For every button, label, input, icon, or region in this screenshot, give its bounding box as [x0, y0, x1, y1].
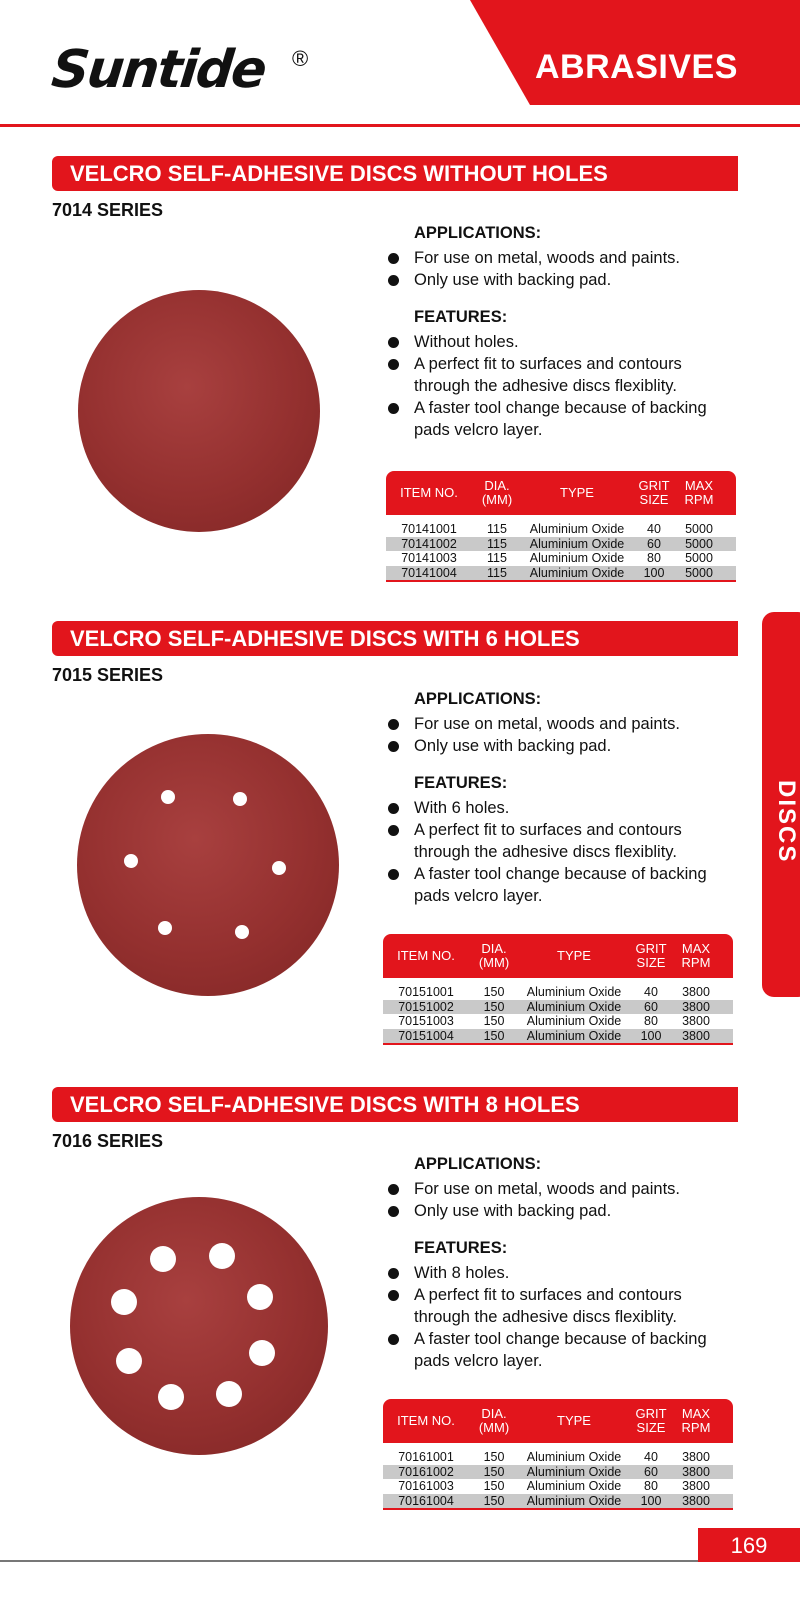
page-number: 169 [730, 1533, 768, 1558]
feature-item-continued: through the adhesive discs flexiblity. [414, 843, 677, 861]
cell-type: Aluminium Oxide [526, 985, 622, 999]
cell-type: Aluminium Oxide [526, 1493, 622, 1508]
cell-item: 70151002 [398, 999, 454, 1014]
cell-grit: 40 [644, 1450, 658, 1464]
cell-dia: 150 [483, 999, 505, 1014]
feature-item: A perfect fit to surfaces and contours [414, 1284, 682, 1306]
cell-type: Aluminium Oxide [529, 551, 625, 565]
section-title: VELCRO SELF-ADHESIVE DISCS WITHOUT HOLES [70, 161, 608, 186]
application-item: For use on metal, woods and paints. [414, 247, 680, 269]
cell-rpm: 3800 [682, 1493, 710, 1508]
section-title: VELCRO SELF-ADHESIVE DISCS WITH 8 HOLES [70, 1092, 580, 1117]
header-item-no: ITEM NO. [397, 948, 455, 963]
cell-item: 70161003 [398, 1479, 454, 1493]
disc-hole [249, 1340, 275, 1366]
features-heading: FEATURES: [414, 1239, 508, 1257]
cell-item: 70161004 [398, 1493, 454, 1508]
feature-item: A faster tool change because of backing [414, 397, 707, 419]
table-row [383, 1000, 733, 1015]
cell-item: 70151004 [398, 1028, 454, 1043]
disc-hole [216, 1381, 242, 1407]
cell-item: 70141001 [401, 522, 457, 536]
header-rpm: MAX RPM [681, 941, 711, 970]
application-item: Only use with backing pad. [414, 1200, 611, 1222]
cell-type: Aluminium Oxide [529, 522, 625, 536]
disc-hole [124, 854, 138, 868]
bullet-icon [388, 803, 399, 814]
cell-dia: 150 [483, 1464, 505, 1479]
disc-hole [209, 1243, 235, 1269]
disc-hole [116, 1348, 142, 1374]
applications-heading: APPLICATIONS: [414, 690, 542, 708]
cell-item: 70161002 [398, 1464, 454, 1479]
header-dia: DIA. (MM) [478, 941, 510, 970]
bullet-icon [388, 869, 399, 880]
cell-grit: 80 [644, 1479, 658, 1493]
bullet-icon [388, 741, 399, 752]
series-label: 7014 SERIES [52, 200, 164, 220]
disc-hole [150, 1246, 176, 1272]
header-grit: GRIT SIZE [638, 478, 670, 507]
cell-dia: 150 [483, 1014, 505, 1028]
cell-type: Aluminium Oxide [529, 536, 625, 551]
cell-grit: 100 [643, 565, 665, 580]
cell-item: 70161001 [398, 1450, 454, 1464]
cell-grit: 80 [647, 551, 661, 565]
feature-item-continued: through the adhesive discs flexiblity. [414, 1308, 677, 1326]
bullet-icon [388, 1206, 399, 1217]
footer-divider [0, 1560, 800, 1562]
table-row [383, 1014, 733, 1029]
cell-rpm: 5000 [685, 551, 713, 565]
cell-type: Aluminium Oxide [529, 565, 625, 580]
cell-type: Aluminium Oxide [526, 1014, 622, 1028]
spec-table [383, 1399, 733, 1510]
header-rpm: MAX RPM [684, 478, 714, 507]
disc-image-6-holes [77, 734, 339, 996]
disc-hole [161, 790, 175, 804]
cell-dia: 115 [487, 536, 507, 551]
bullet-icon [388, 1334, 399, 1345]
cell-type: Aluminium Oxide [526, 1479, 622, 1493]
cell-dia: 150 [483, 1028, 505, 1043]
cell-rpm: 3800 [682, 985, 710, 999]
series-label: 7015 SERIES [52, 665, 164, 685]
feature-item-continued: pads velcro layer. [414, 887, 543, 905]
application-item: For use on metal, woods and paints. [414, 1178, 680, 1200]
cell-dia: 115 [487, 565, 507, 580]
series-label: 7016 SERIES [52, 1131, 164, 1151]
table-footer-line [383, 1508, 733, 1510]
section-banner [52, 1087, 738, 1122]
cell-grit: 60 [647, 536, 661, 551]
spec-table [383, 934, 733, 1045]
header-type: TYPE [557, 1413, 591, 1428]
cell-rpm: 3800 [682, 1450, 710, 1464]
cell-grit: 40 [644, 985, 658, 999]
registered-mark: ® [292, 46, 309, 71]
table-footer-line [383, 1043, 733, 1045]
disc-hole [233, 792, 247, 806]
feature-item: With 8 holes. [414, 1262, 509, 1284]
cell-type: Aluminium Oxide [526, 1450, 622, 1464]
feature-item: Without holes. [414, 331, 519, 353]
cell-dia: 150 [483, 1479, 505, 1493]
table-header [386, 471, 736, 515]
features-heading: FEATURES: [414, 774, 508, 792]
category-label: ABRASIVES [535, 48, 738, 86]
cell-type: Aluminium Oxide [526, 1464, 622, 1479]
header-type: TYPE [560, 485, 594, 500]
cell-rpm: 5000 [685, 565, 713, 580]
table-row [383, 1450, 733, 1465]
bullet-icon [388, 719, 399, 730]
feature-item: A faster tool change because of backing [414, 863, 707, 885]
section-banner [52, 621, 738, 656]
cell-item: 70141004 [401, 565, 457, 580]
header-dia: DIA. (MM) [481, 478, 513, 507]
applications-heading: APPLICATIONS: [414, 1155, 542, 1173]
disc-image-8-holes [70, 1197, 328, 1455]
cell-item: 70141002 [401, 536, 457, 551]
header-type: TYPE [557, 948, 591, 963]
cell-dia: 150 [483, 985, 505, 999]
table-header [383, 934, 733, 978]
cell-grit: 60 [644, 1464, 658, 1479]
bullet-icon [388, 403, 399, 414]
bullet-icon [388, 1268, 399, 1279]
cell-rpm: 3800 [682, 999, 710, 1014]
header-grit: GRIT SIZE [635, 1406, 667, 1435]
bullet-icon [388, 1290, 399, 1301]
spec-table [386, 471, 736, 582]
table-row [383, 985, 733, 1000]
feature-item: A perfect fit to surfaces and contours [414, 353, 682, 375]
table-row [386, 566, 736, 581]
feature-item: A perfect fit to surfaces and contours [414, 819, 682, 841]
table-row [383, 1029, 733, 1044]
disc-hole [158, 921, 172, 935]
cell-rpm: 3800 [682, 1028, 710, 1043]
cell-grit: 40 [647, 522, 661, 536]
feature-item-continued: pads velcro layer. [414, 1352, 543, 1370]
table-row [383, 1494, 733, 1509]
application-item: Only use with backing pad. [414, 269, 611, 291]
cell-rpm: 3800 [682, 1464, 710, 1479]
features-heading: FEATURES: [414, 308, 508, 326]
cell-rpm: 5000 [685, 536, 713, 551]
header-rpm: MAX RPM [681, 1406, 711, 1435]
cell-item: 70141003 [401, 551, 457, 565]
cell-rpm: 5000 [685, 522, 713, 536]
table-row [383, 1479, 733, 1494]
cell-dia: 150 [483, 1493, 505, 1508]
cell-dia: 115 [487, 522, 507, 536]
bullet-icon [388, 253, 399, 264]
feature-item: A faster tool change because of backing [414, 1328, 707, 1350]
disc-image-no-holes [78, 290, 320, 532]
cell-dia: 115 [487, 551, 507, 565]
header-item-no: ITEM NO. [400, 485, 458, 500]
disc-hole [111, 1289, 137, 1315]
feature-item-continued: pads velcro layer. [414, 421, 543, 439]
header-item-no: ITEM NO. [397, 1413, 455, 1428]
cell-dia: 150 [483, 1450, 505, 1464]
header-grit: GRIT SIZE [635, 941, 667, 970]
cell-rpm: 3800 [682, 1014, 710, 1028]
feature-item-continued: through the adhesive discs flexiblity. [414, 377, 677, 395]
applications-heading: APPLICATIONS: [414, 224, 542, 242]
cell-grit: 60 [644, 999, 658, 1014]
brand-logo: Suntide [48, 40, 268, 100]
bullet-icon [388, 825, 399, 836]
header-dia: DIA. (MM) [478, 1406, 510, 1435]
feature-item: With 6 holes. [414, 797, 509, 819]
cell-item: 70151001 [398, 985, 454, 999]
disc-hole [158, 1384, 184, 1410]
application-item: For use on metal, woods and paints. [414, 713, 680, 735]
cell-rpm: 3800 [682, 1479, 710, 1493]
table-row [386, 522, 736, 537]
disc-hole [247, 1284, 273, 1310]
cell-type: Aluminium Oxide [526, 999, 622, 1014]
table-header [383, 1399, 733, 1443]
table-footer-line [386, 580, 736, 582]
table-row [386, 551, 736, 566]
bullet-icon [388, 275, 399, 286]
application-item: Only use with backing pad. [414, 735, 611, 757]
section-title: VELCRO SELF-ADHESIVE DISCS WITH 6 HOLES [70, 626, 580, 651]
bullet-icon [388, 1184, 399, 1195]
table-row [386, 537, 736, 552]
section-banner [52, 156, 738, 191]
cell-grit: 80 [644, 1014, 658, 1028]
cell-item: 70151003 [398, 1014, 454, 1028]
bullet-icon [388, 337, 399, 348]
cell-grit: 100 [640, 1493, 662, 1508]
cell-grit: 100 [640, 1028, 662, 1043]
side-tab-label: DISCS [773, 780, 800, 864]
table-row [383, 1465, 733, 1480]
header-divider [0, 124, 800, 127]
disc-hole [272, 861, 286, 875]
disc-hole [235, 925, 249, 939]
cell-type: Aluminium Oxide [526, 1028, 622, 1043]
bullet-icon [388, 359, 399, 370]
